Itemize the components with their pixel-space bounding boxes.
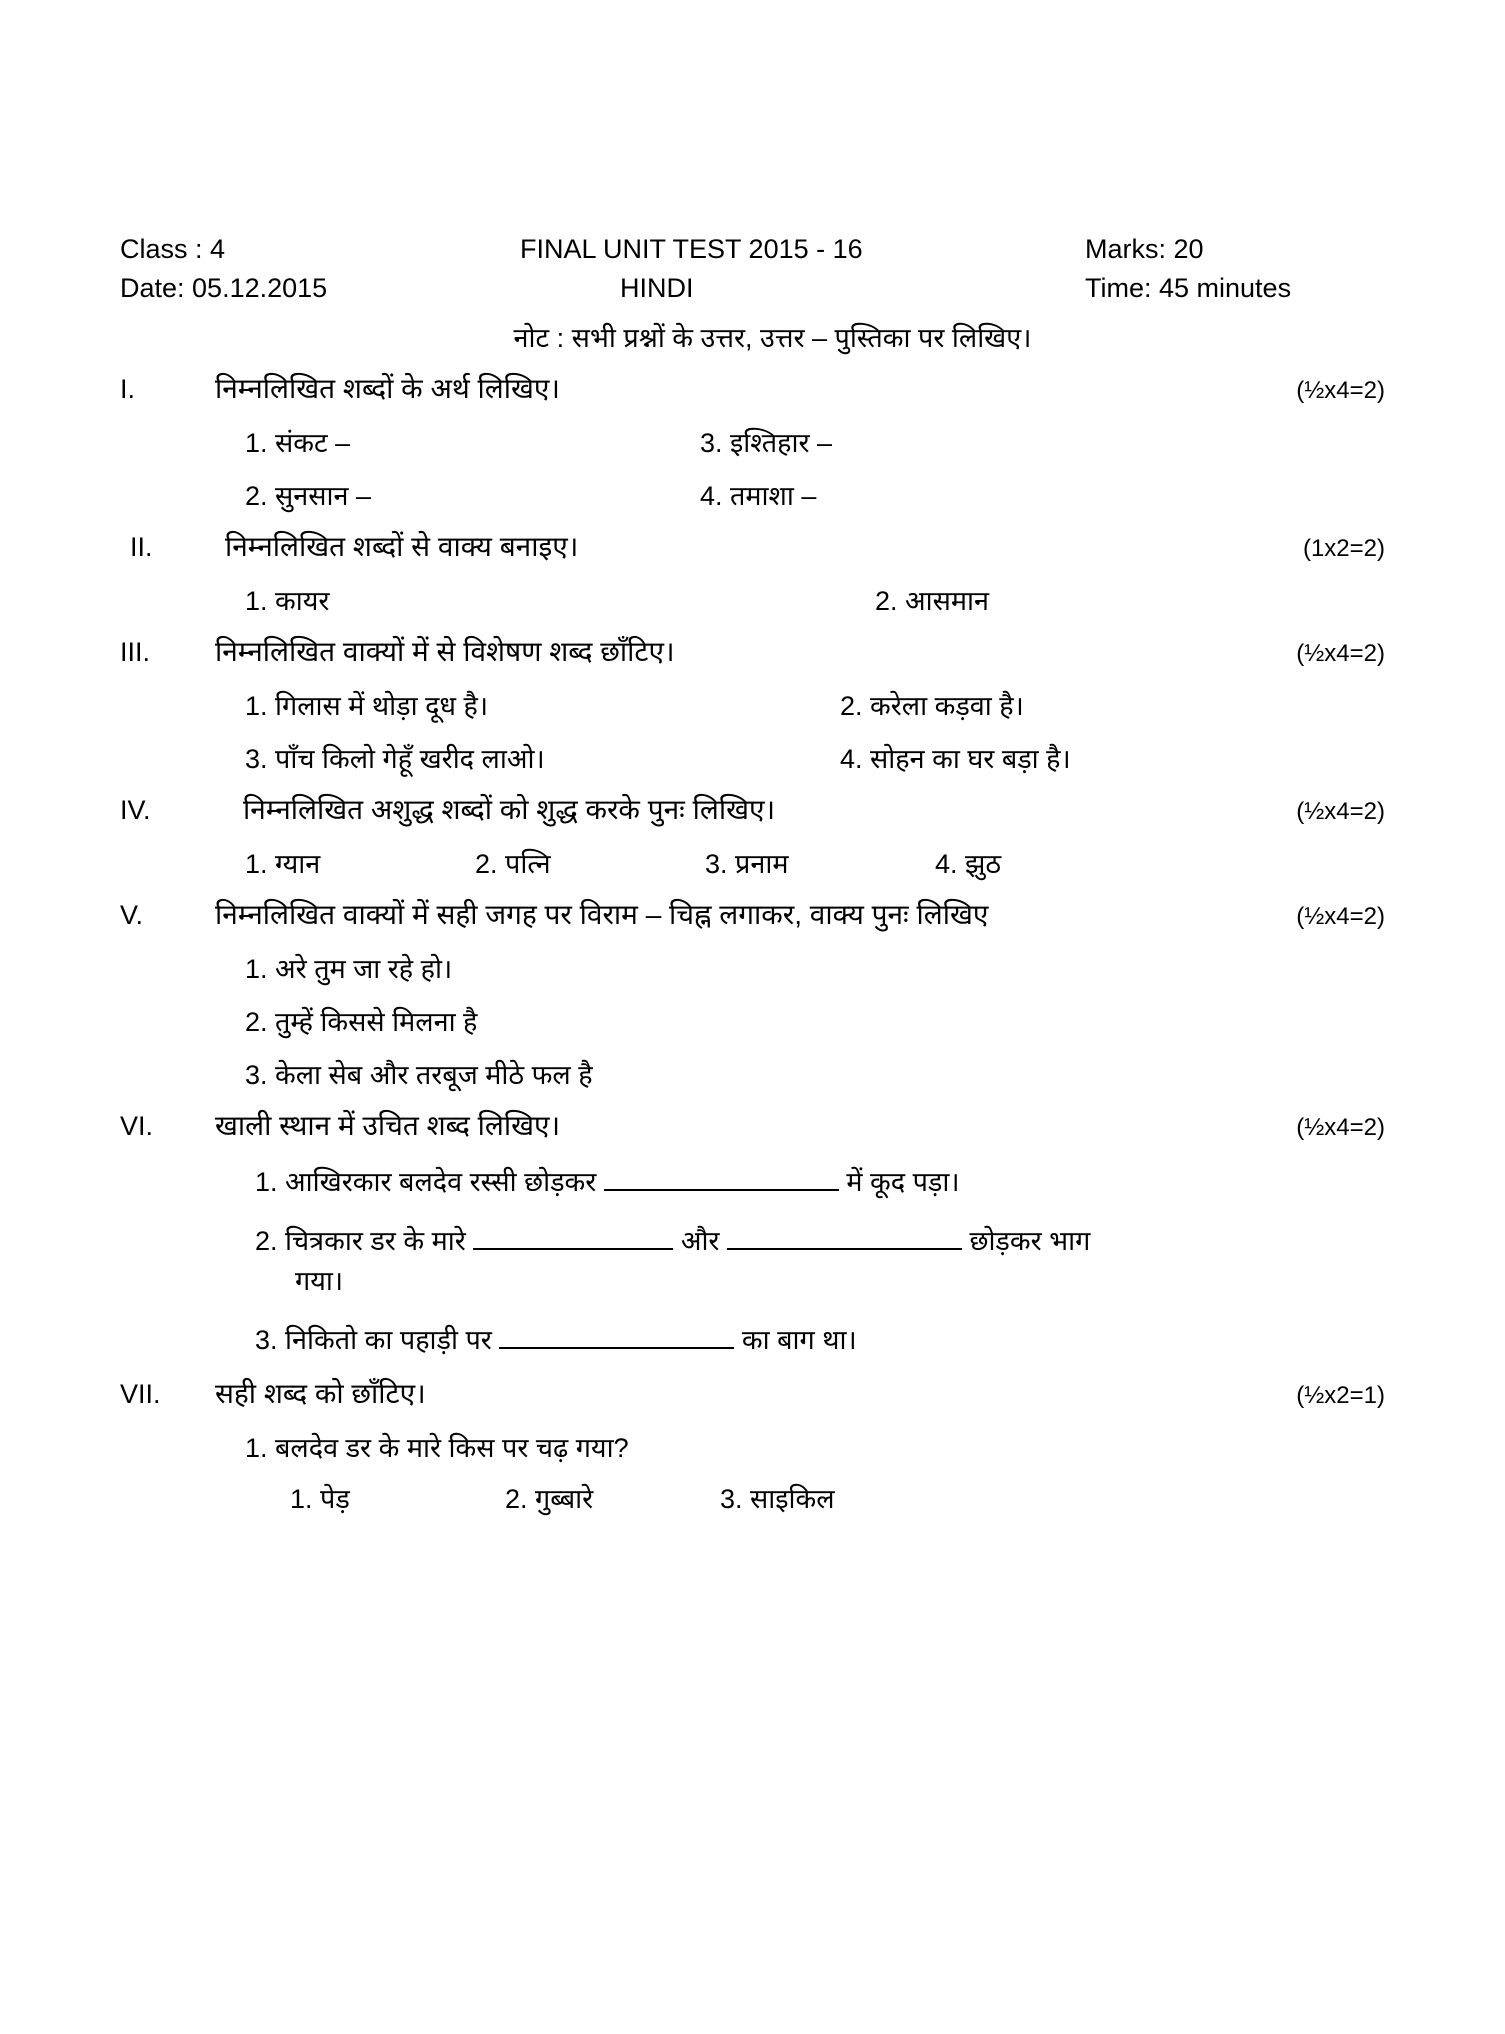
question-3-number: III. — [120, 637, 151, 668]
list-item: 4. तमाशा – — [700, 481, 817, 512]
option-3[interactable]: 3. साइकिल — [720, 1484, 835, 1515]
fill-blank-1-before: आखिरकार बलदेव रस्सी छोड़कर — [285, 1167, 597, 1198]
question-7-sub: 1. बलदेव डर के मारे किस पर चढ़ गया? — [245, 1433, 629, 1464]
instruction-note: नोट : सभी प्रश्नों के उत्तर, उत्तर – पुस्तिका पर लिखिए। — [513, 323, 1032, 354]
header-row-2 — [120, 269, 1385, 308]
question-5-head — [120, 895, 1385, 933]
question-2-text: निम्नलिखित शब्दों से वाक्य बनाइए। — [225, 531, 579, 563]
question-3 — [120, 632, 1385, 776]
question-1-head — [120, 369, 1385, 407]
question-2-number: II. — [130, 532, 153, 563]
question-1-text: निम्नलिखित शब्दों के अर्थ लिखिए। — [215, 373, 560, 405]
question-4-number: IV. — [120, 795, 151, 826]
question-6-text: खाली स्थान में उचित शब्द लिखिए। — [215, 1110, 561, 1142]
question-2-head — [120, 527, 1385, 565]
list-item: 4. झुठ — [935, 849, 1002, 880]
question-7-head — [120, 1374, 1385, 1412]
option-2[interactable]: 2. गुब्बारे — [505, 1484, 594, 1515]
question-4-text: निम्नलिखित अशुद्ध शब्दों को शुद्ध करके पुनः लिखिए। — [243, 794, 776, 826]
fill-blank-3-before: निकितो का पहाड़ी पर — [285, 1324, 492, 1355]
question-7-marks: (½x2=1) — [1296, 1382, 1385, 1410]
question-5-number: V. — [120, 900, 144, 931]
question-5-text: निम्नलिखित वाक्यों में सही जगह पर विराम – चिह्न लगाकर, वाक्य पुनः लिखिए — [215, 899, 989, 931]
exam-title: FINAL UNIT TEST 2015 - 16 — [520, 234, 863, 264]
fill-blank-3-after: का बाग था। — [741, 1324, 857, 1355]
question-3-row-1 — [120, 686, 1385, 723]
list-item: 1. ग्यान — [245, 849, 321, 880]
question-4 — [120, 790, 1385, 881]
list-item: 3. केला सेब और तरबूज मीठे फल है — [245, 1060, 593, 1091]
blank-field[interactable] — [604, 1189, 839, 1191]
question-2 — [120, 527, 1385, 618]
option-1[interactable]: 1. पेड़ — [290, 1484, 350, 1515]
time-label: Time: 45 minutes — [1085, 273, 1292, 304]
question-3-text: निम्नलिखित वाक्यों में से विशेषण शब्द छाँटिए। — [215, 636, 675, 668]
question-1-row-1 — [120, 423, 1385, 460]
list-item: 1. गिलास में थोड़ा दूध है। — [245, 691, 489, 722]
blank-field[interactable] — [499, 1347, 734, 1349]
list-item: 4. सोहन का घर बड़ा है। — [840, 744, 1071, 775]
question-4-row-1 — [120, 844, 1385, 881]
fill-blank-2-tail: गया। — [295, 1266, 344, 1297]
list-item: 1. कायर — [245, 586, 330, 617]
list-item: 1. संकट – — [245, 428, 351, 459]
fill-blank-1-number: 1. — [255, 1167, 278, 1198]
question-1 — [120, 369, 1385, 513]
question-1-number: I. — [120, 374, 136, 405]
blank-field[interactable] — [473, 1248, 673, 1250]
fill-blank-1 — [120, 1162, 1385, 1203]
list-item: 3. प्रनाम — [705, 849, 789, 880]
question-6-marks: (½x4=2) — [1296, 1114, 1385, 1142]
list-item: 1. अरे तुम जा रहे हो। — [245, 954, 453, 985]
date-label: Date: 05.12.2015 — [120, 273, 328, 304]
fill-blank-3-number: 3. — [255, 1324, 278, 1355]
list-item: 2. तुम्हें किससे मिलना है — [245, 1007, 478, 1038]
question-3-head — [120, 632, 1385, 670]
question-6-head — [120, 1106, 1385, 1144]
blank-field[interactable] — [727, 1248, 962, 1250]
fill-blank-2-before: चित्रकार डर के मारे — [285, 1225, 466, 1256]
question-3-row-2 — [120, 739, 1385, 776]
question-6 — [120, 1106, 1385, 1360]
list-item: 3. इश्तिहार – — [700, 428, 833, 459]
question-5-marks: (½x4=2) — [1296, 903, 1385, 931]
question-6-number: VI. — [120, 1111, 154, 1142]
class-label: Class : 4 — [120, 234, 226, 264]
fill-blank-2-number: 2. — [255, 1225, 278, 1256]
question-5 — [120, 895, 1385, 1092]
fill-blank-1-after: में कूद पड़ा। — [846, 1167, 960, 1198]
question-3-marks: (½x4=2) — [1296, 640, 1385, 668]
question-1-row-2 — [120, 476, 1385, 513]
question-7 — [120, 1374, 1385, 1516]
list-item: 3. पाँच किलो गेहूँ खरीद लाओ। — [245, 744, 545, 775]
list-item: 2. करेला कड़वा है। — [840, 691, 1024, 722]
question-2-marks: (1x2=2) — [1302, 535, 1385, 563]
question-4-marks: (½x4=2) — [1296, 798, 1385, 826]
fill-blank-2-after: छोड़कर भाग — [969, 1225, 1091, 1256]
question-4-head — [120, 790, 1385, 828]
question-2-row-1 — [120, 581, 1385, 618]
question-7-text: सही शब्द को छाँटिए। — [215, 1378, 426, 1410]
marks-label: Marks: 20 — [1085, 234, 1204, 264]
fill-blank-2-mid: और — [680, 1225, 720, 1256]
list-item: 2. आसमान — [875, 586, 989, 617]
header-row-1 — [120, 230, 1385, 269]
question-7-number: VII. — [120, 1379, 161, 1410]
list-item: 2. सुनसान – — [245, 481, 372, 512]
fill-blank-2 — [120, 1221, 1385, 1302]
question-7-options — [120, 1479, 1385, 1516]
question-1-marks: (½x4=2) — [1296, 377, 1385, 405]
list-item: 2. पत्नि — [475, 849, 551, 880]
fill-blank-3 — [120, 1320, 1385, 1361]
subject-label: HINDI — [620, 273, 694, 304]
